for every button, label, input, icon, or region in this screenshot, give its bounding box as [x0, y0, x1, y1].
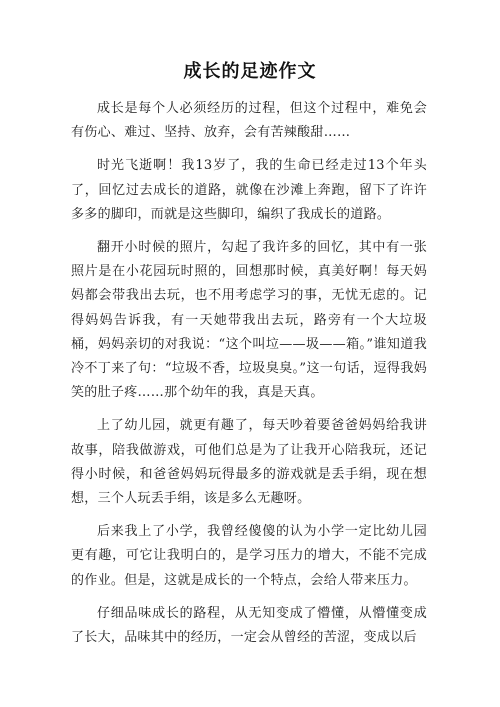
paragraph-childhood-photo: 翻开小时候的照片，勾起了我许多的回忆，其中有一张照片是在小花园玩时照的，回想那时候，真美好啊！每天妈妈都会带我出去玩，也不用考虑学习的事，无忧无虑的。记得妈妈告诉我，有一天她带我出去玩，路旁有一个大垃圾桶，妈妈亲切的对我说：“这个叫垃——圾——箱。”谁知道我冷不丁来了句：“垃圾不香，垃圾臭臭。”这一句话，逗得我妈笑的肚子疼……那个幼年的我，真是天真。: [71, 240, 427, 401]
document-title: 成长的足迹作文: [183, 61, 317, 82]
paragraph-primary-school: 后来我上了小学，我曾经傻傻的认为小学一定比幼儿园更有趣，可它让我明白的，是学习压力的增大，不能不完成的作业。但是，这就是成长的一个特点，会给人带来压力。: [71, 524, 427, 588]
paragraph-intro: 成长是每个人必须经历的过程，但这个过程中，难免会有伤心、难过、坚持、放弃，会有苦辣酸甜……: [71, 101, 427, 141]
paragraph-time-flies: 时光飞逝啊！我13岁了，我的生命已经走过13个年头了，回忆过去成长的道路，就像在沙滩上奔跑，留下了许许多多的脚印，而就是这些脚印，编织了我成长的道路。: [71, 158, 427, 222]
paragraph-kindergarten: 上了幼儿园，就更有趣了，每天吵着要爸爸妈妈给我讲故事，陪我做游戏，可他们总是为了让我开心陪我玩，还记得小时候，和爸爸妈妈玩得最多的游戏就是丢手绢，现在想想，三个人玩丢手绢，该是多么无趣呀。: [71, 418, 427, 507]
document-body: [71, 97, 427, 659]
paragraph-reflection: 仔细品味成长的路程，从无知变成了懵懂，从懵懂变成了长大，品味其中的经历，一定会从曾经的苦涩，变成以后: [71, 605, 427, 646]
